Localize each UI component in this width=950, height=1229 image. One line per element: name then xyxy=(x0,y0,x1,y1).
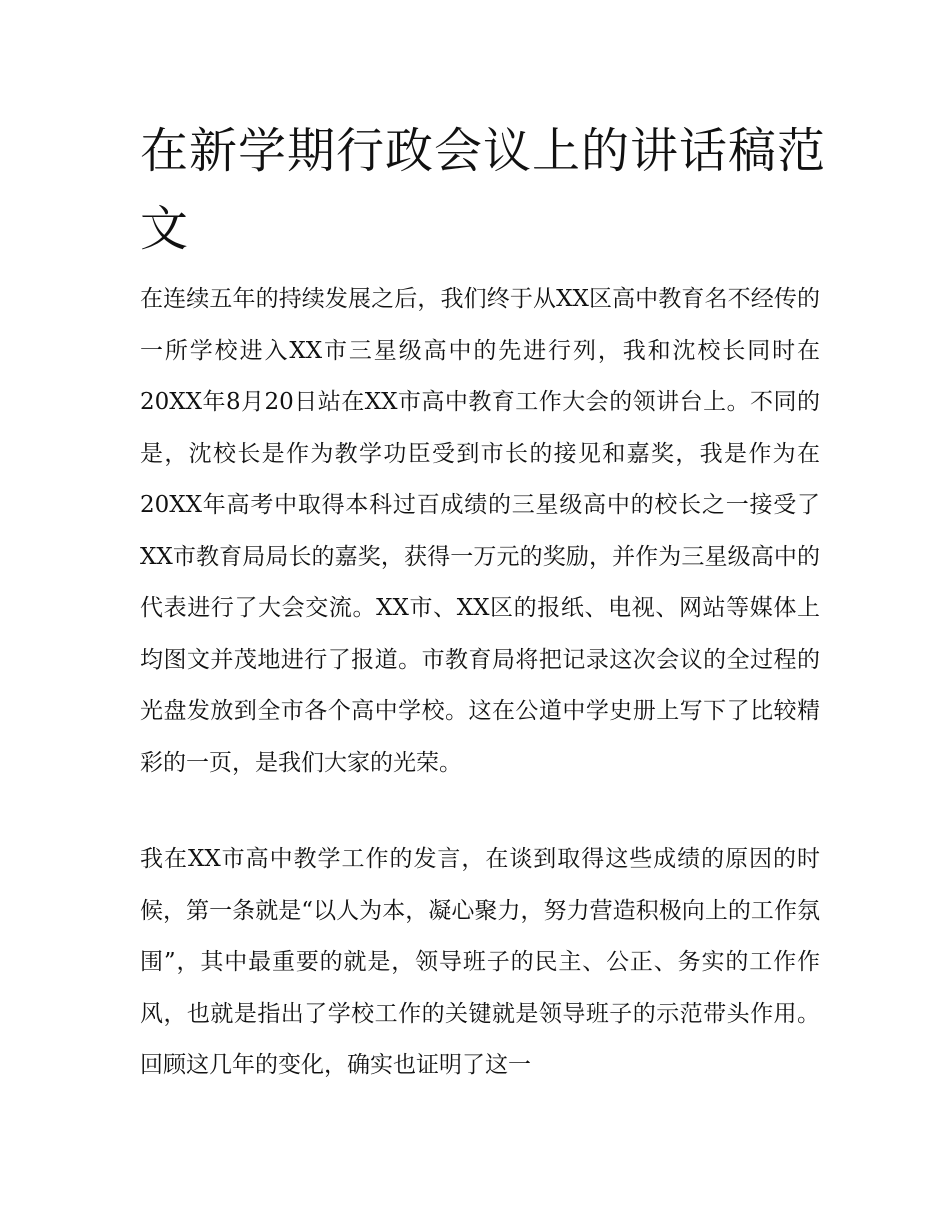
body-paragraph-2: 我在XX市高中教学工作的发言，在谈到取得这些成绩的原因的时候，第一条就是“以人为本，凝心聚力，努力营造积极向上的工作氛围”，其中最重要的就是，领导班子的民主、公正、务实的工作作风，也就是指出了学校工作的关键就是领导班子的示范带头作用。回顾这几年的变化，确实也证明了这一 xyxy=(140,846,820,1078)
document-title: 在新学期行政会议上的讲话稿范文 xyxy=(140,123,827,257)
body-paragraph-1: 在连续五年的持续发展之后，我们终于从XX区高中教育名不经传的一所学校进入XX市三星级高中的先进行列，我和沈校长同时在20XX年8月20日站在XX市高中教育工作大会的领讲台上。不同的是，沈校长是作为教学功臣受到市长的接见和嘉奖，我是作为在20XX年高考中取得本科过百成绩的三星级高中的校长之一接受了XX市教育局局长的嘉奖，获得一万元的奖励，并作为三星级高中的代表进行了大会交流。XX市、XX区的报纸、电视、网站等媒体上均图文并茂地进行了报道。市教育局将把记录这次会议的全过程的光盘发放到全市各个高中学校。这在公道中学史册上写下了比较精彩的一页，是我们大家的光荣。 xyxy=(140,286,820,776)
